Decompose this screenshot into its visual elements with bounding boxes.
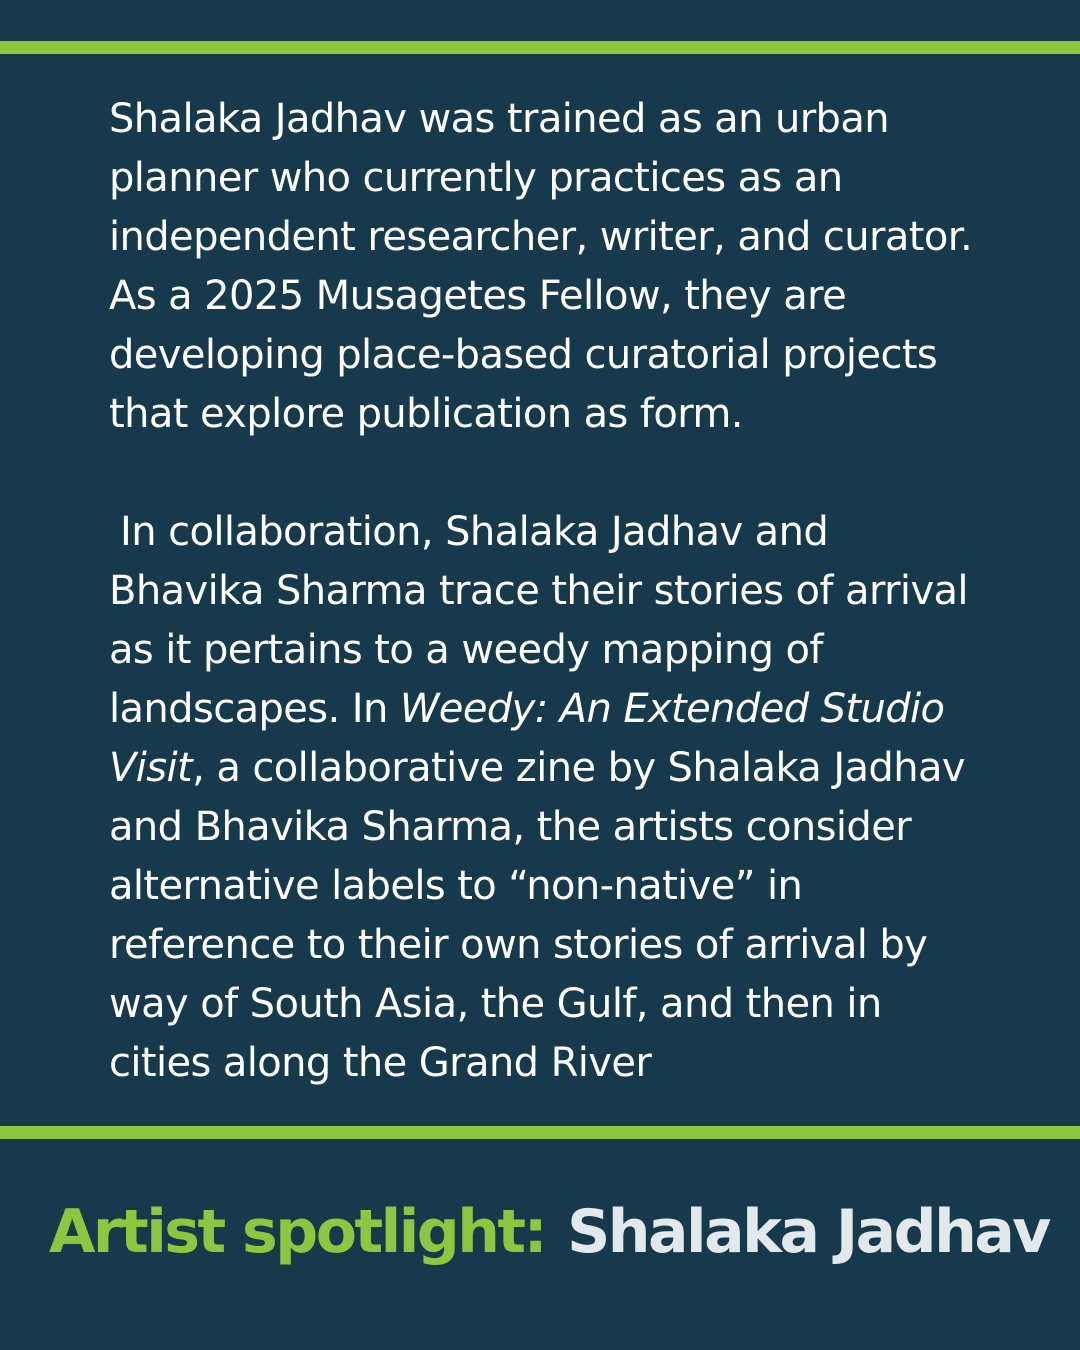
spotlight-label: Artist spotlight: xyxy=(49,1197,546,1267)
top-divider xyxy=(0,41,1080,54)
spotlight-body xyxy=(109,90,1039,1093)
bottom-divider xyxy=(0,1126,1080,1139)
collab-text: landscapes. In xyxy=(109,686,400,732)
artist-name: Shalaka Jadhav xyxy=(567,1197,1049,1267)
collab-paragraph xyxy=(109,503,1039,1093)
bio-line: planner who currently practices as an xyxy=(109,155,843,201)
collab-line: as it pertains to a weedy mapping of xyxy=(109,627,823,673)
zine-title-part-1: Weedy: An Extended Studio xyxy=(399,686,945,732)
bio-line: independent researcher, writer, and curator. xyxy=(109,214,973,260)
collab-line: cities along the Grand River xyxy=(109,1040,652,1086)
bio-line: As a 2025 Musagetes Fellow, they are xyxy=(109,273,847,319)
bio-paragraph xyxy=(109,90,1039,444)
spotlight-footer xyxy=(49,1192,1049,1272)
zine-title-part-2: Visit xyxy=(109,745,193,791)
bio-line: developing place-based curatorial projects xyxy=(109,332,938,378)
collab-line: reference to their own stories of arrival by xyxy=(109,922,928,968)
collab-line: alternative labels to “non-native” in xyxy=(109,863,803,909)
collab-line: and Bhavika Sharma, the artists consider xyxy=(109,804,912,850)
collab-line xyxy=(109,739,1039,798)
bio-line: that explore publication as form. xyxy=(109,391,743,437)
bio-line: Shalaka Jadhav was trained as an urban xyxy=(109,96,890,142)
collab-line: In collaboration, Shalaka Jadhav and xyxy=(120,509,829,555)
collab-line xyxy=(109,680,1039,739)
collab-text: , a collaborative zine by Shalaka Jadhav xyxy=(192,745,965,791)
collab-line: way of South Asia, the Gulf, and then in xyxy=(109,981,882,1027)
collab-line: Bhavika Sharma trace their stories of arrival xyxy=(109,568,968,614)
paragraph-gap xyxy=(109,444,1039,503)
